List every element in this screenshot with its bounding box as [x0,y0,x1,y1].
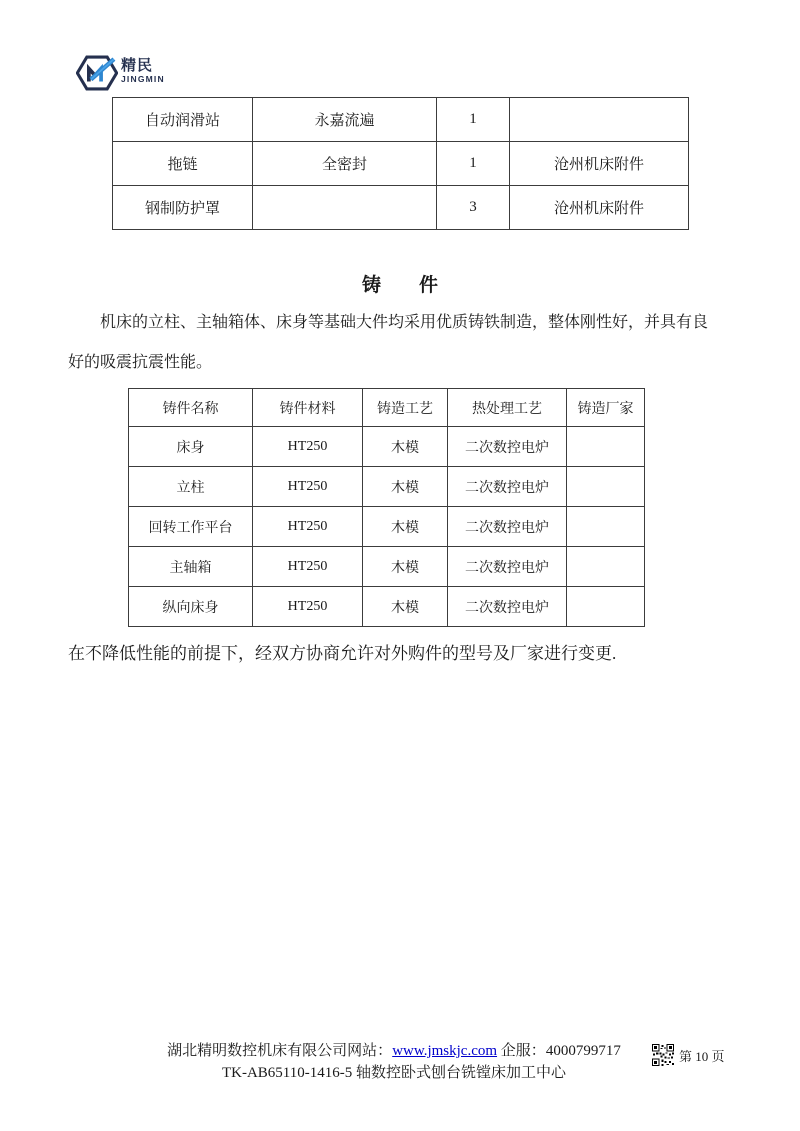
table-cell [567,467,645,507]
footer-service-phone: 4000799717 [545,1043,621,1059]
table-cell: 二次数控电炉 [448,507,567,547]
table-row [129,587,645,627]
logo-words [121,58,165,84]
table-row [129,427,645,467]
table-cell: 拖链 [113,142,253,186]
table-cell: 二次数控电炉 [448,427,567,467]
logo-text-zh: 精民 [121,57,154,74]
note-text: 在不降低性能的前提下，经双方协商允许对外购件的型号及厂家进行变更. [68,644,617,663]
table-header-cell: 热处理工艺 [448,389,567,427]
castings-heading: 铸 件 [361,275,438,296]
table-cell: HT250 [253,427,363,467]
castings-intro [68,303,736,383]
table-cell: 立柱 [129,467,253,507]
page-number: 第 10 页 [679,1049,725,1064]
table-cell [567,547,645,587]
table-row [113,98,689,142]
table-cell: 木模 [363,547,448,587]
table-cell: 二次数控电炉 [448,467,567,507]
table-cell [510,98,689,142]
table-cell: HT250 [253,467,363,507]
table-cell: 主轴箱 [129,547,253,587]
table-cell: 3 [437,186,510,230]
table-cell: 自动润滑站 [113,98,253,142]
table-cell: 二次数控电炉 [448,547,567,587]
table-cell: 木模 [363,507,448,547]
website-link[interactable]: www.jmskjc.com [392,1043,498,1059]
table-cell: 纵向床身 [129,587,253,627]
table-row [129,547,645,587]
table-cell: 1 [437,142,510,186]
table-row [113,186,689,230]
table-cell: 钢制防护罩 [113,186,253,230]
logo-hexagon-icon [76,52,118,94]
table-cell [253,186,437,230]
table-cell: 回转工作平台 [129,507,253,547]
table-cell: 沧州机床附件 [510,142,689,186]
footer-company-prefix: 湖北精明数控机床有限公司网站： [167,1043,393,1059]
table-cell: 木模 [363,587,448,627]
table-cell: 永嘉流遍 [253,98,437,142]
table-cell [567,587,645,627]
table-cell: HT250 [253,507,363,547]
table-cell: HT250 [253,587,363,627]
table-cell: 木模 [363,427,448,467]
table-row [113,142,689,186]
logo-text-en: JINGMIN [121,74,165,84]
table-cell [567,507,645,547]
table-header-row [129,389,645,427]
footer-model-line: TK-AB65110-1416-5 轴数控卧式刨台铣镗床加工中心 [221,1065,566,1081]
table-cell: HT250 [253,547,363,587]
castings-table [128,388,645,627]
intro-line: 机床的立柱、主轴箱体、床身等基础大件均采用优质铸铁制造，整体刚性好，并具有良 [100,314,709,331]
table-cell: 木模 [363,467,448,507]
table-cell: 全密封 [253,142,437,186]
table-header-cell: 铸件材料 [253,389,363,427]
purchased-parts-table [112,97,689,230]
table-cell: 沧州机床附件 [510,186,689,230]
table-cell: 床身 [129,427,253,467]
table-cell: 二次数控电炉 [448,587,567,627]
table-header-cell: 铸造工艺 [363,389,448,427]
table-header-cell: 铸造厂家 [567,389,645,427]
table-row [129,467,645,507]
table-cell [567,427,645,467]
footer-service: 企服： [500,1043,546,1059]
company-logo [76,52,165,94]
table-header-cell: 铸件名称 [129,389,253,427]
intro-line: 好的吸震抗震性能。 [68,354,213,371]
table-row [129,507,645,547]
table-cell: 1 [437,98,510,142]
